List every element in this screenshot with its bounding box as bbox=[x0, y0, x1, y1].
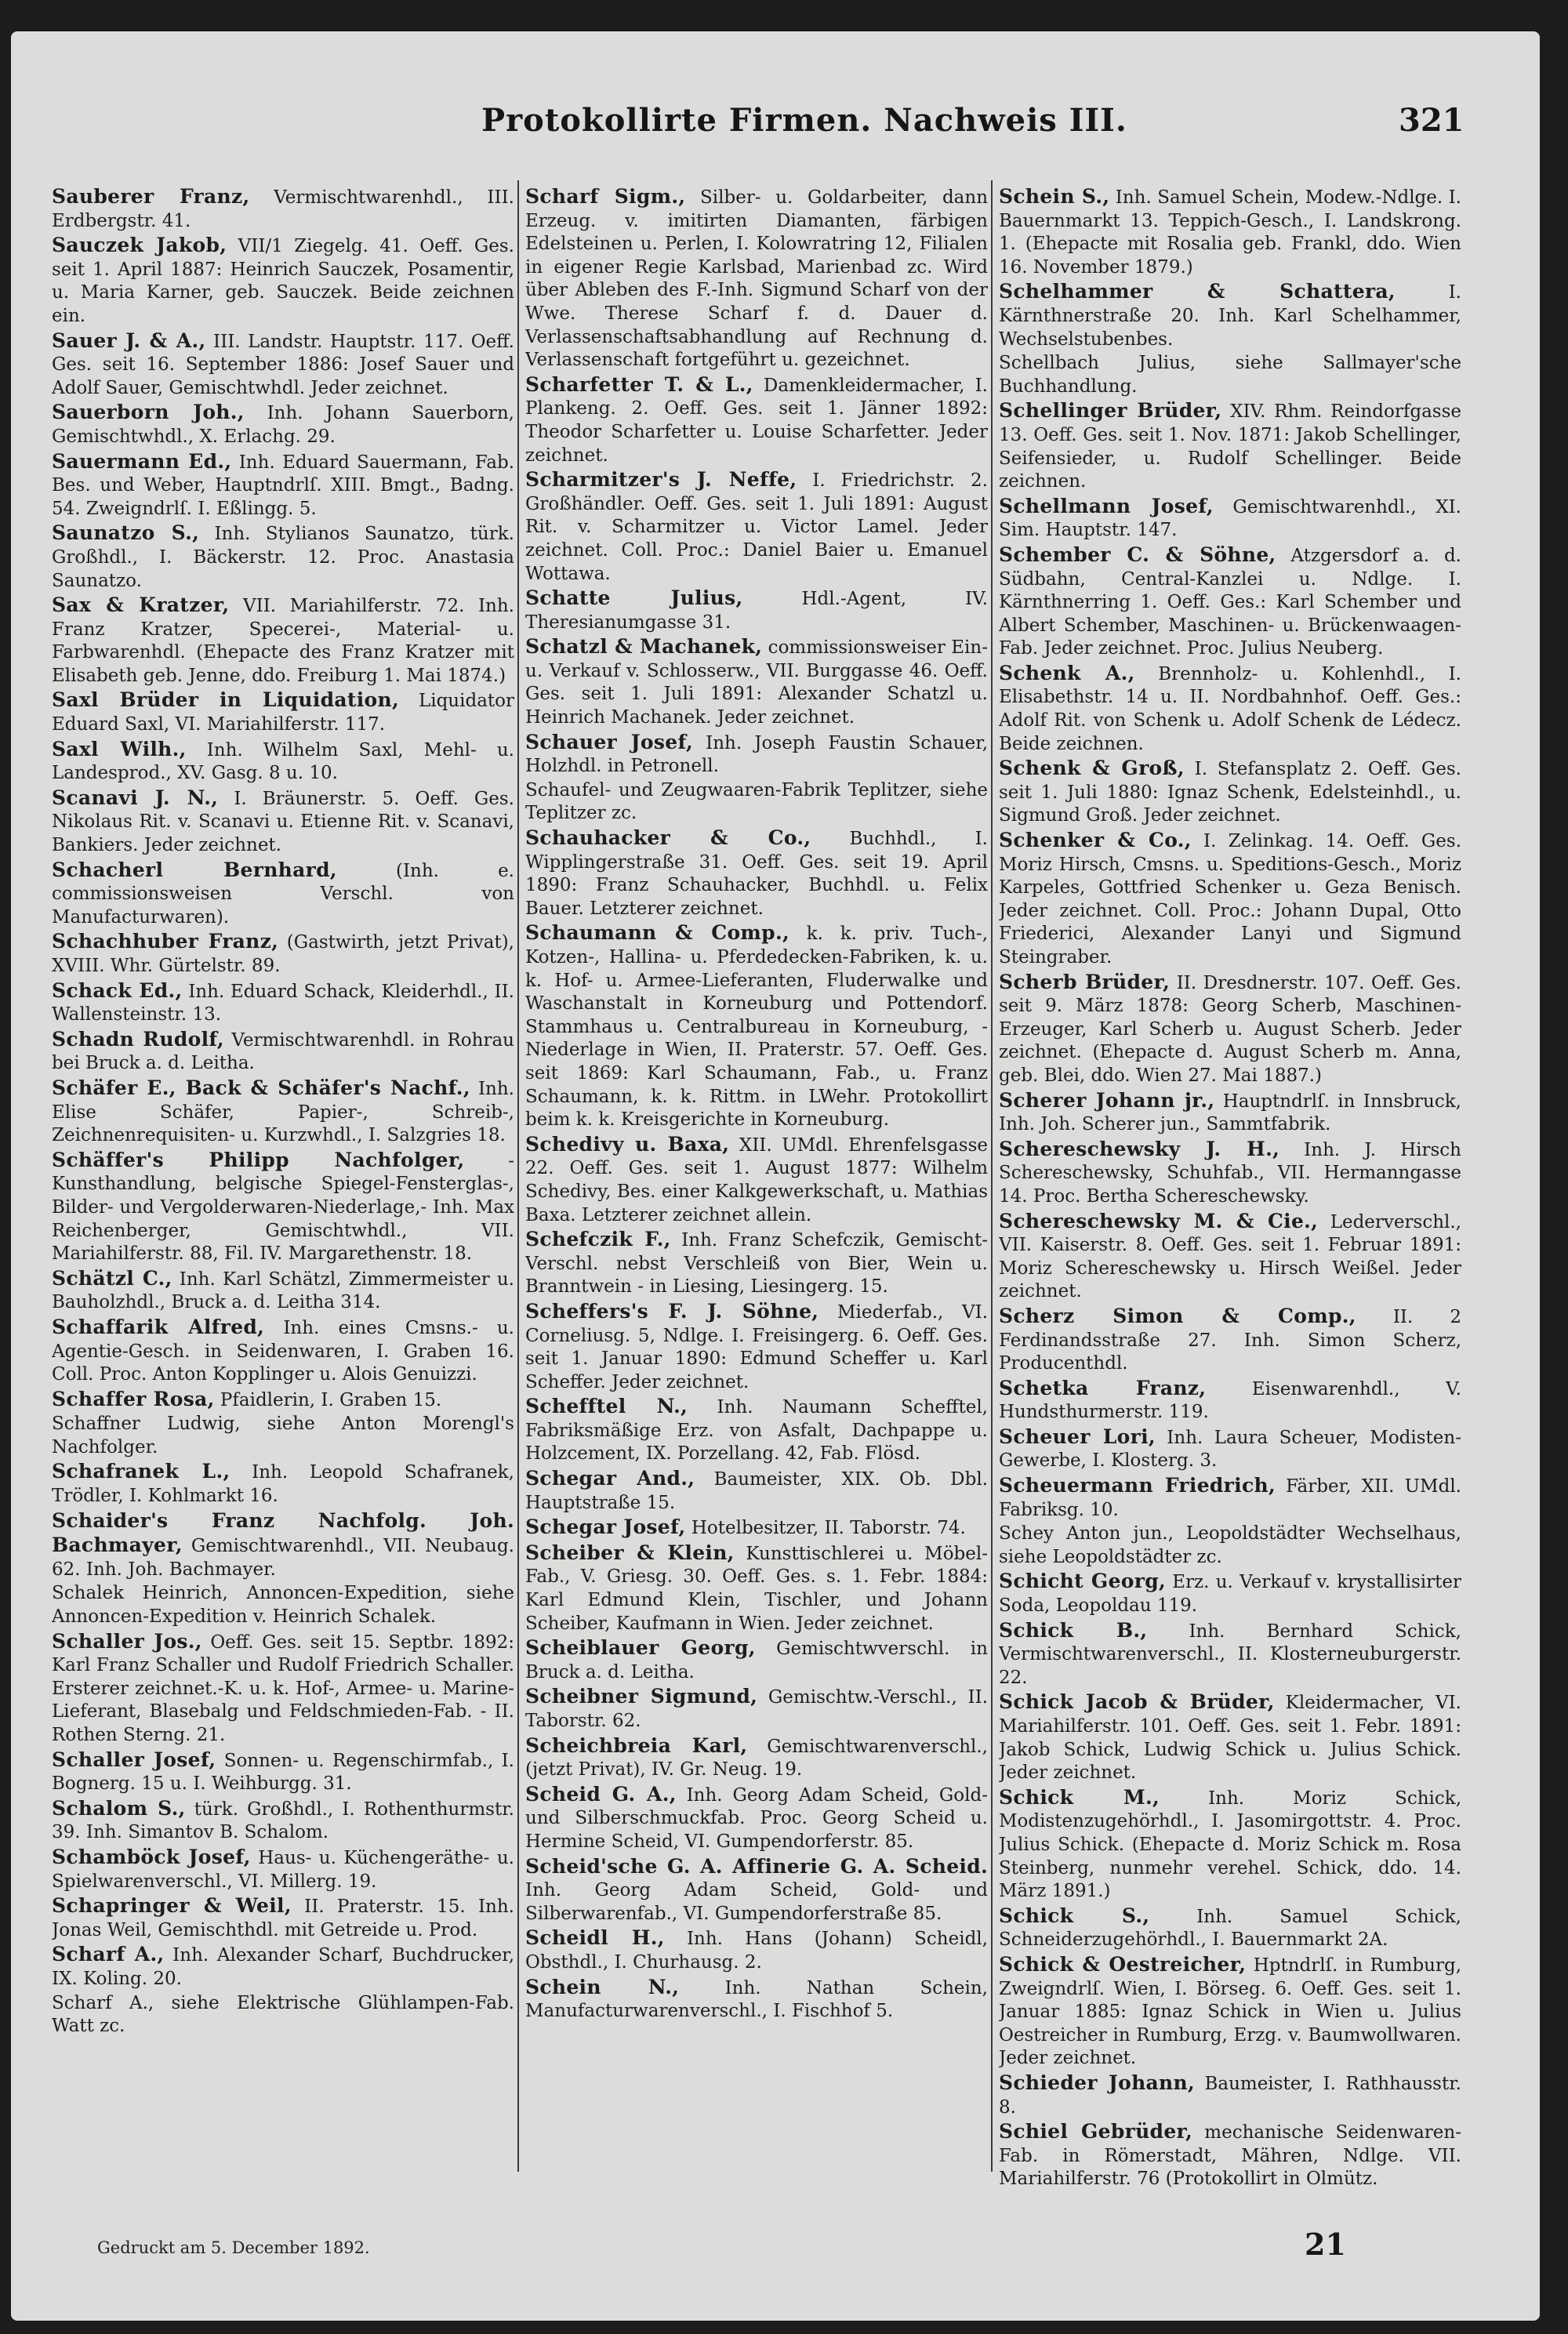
firm-name: Schick S., bbox=[999, 1904, 1150, 1927]
firm-name: Schick B., bbox=[999, 1618, 1148, 1642]
directory-entry bbox=[525, 1133, 988, 1227]
firm-name: Sauberer Franz, bbox=[52, 185, 250, 208]
directory-entry bbox=[52, 1894, 514, 1942]
firm-name: Schein N., bbox=[525, 1975, 680, 1998]
firm-details: Inh. Georg Adam Scheid, Gold- und Silberschmuckfab. Proc. Georg Scheid u. Hermine Scheid, VI. Gumpendorferstr. 85. bbox=[525, 1784, 988, 1852]
directory-entry bbox=[52, 1316, 514, 1387]
directory-entry bbox=[525, 1228, 988, 1299]
firm-details: XII. UMdl. Ehrenfelsgasse 22. Oeff. Ges. seit 1. August 1877: Wilhelm Schedivy, Bes. einer Kalkgewerkschaft, u. Mathias Baxa. Letzterer zeichnet allein. bbox=[525, 1134, 988, 1225]
firm-name: Schedivy u. Baxa, bbox=[525, 1132, 730, 1156]
directory-entry bbox=[525, 1515, 988, 1541]
directory-entry bbox=[999, 757, 1461, 828]
firm-details: II. Praterstr. 15. Inh. Jonas Weil, Gemischthdl. mit Getreide u. Prod. bbox=[52, 1897, 514, 1940]
directory-entry bbox=[525, 1926, 988, 1974]
firm-details: Inh. Moriz Schick, Modistenzugehörhdl., I. Jasomirgottstr. 4. Proc. Julius Schick. (Ehepacte d. Moriz Schick m. Rosa Steinberg, nunmehr verehel. Schick, ddo. 14. März 1891.) bbox=[999, 1788, 1461, 1902]
column-right bbox=[999, 185, 1461, 2192]
directory-entry bbox=[525, 1855, 988, 1926]
firm-name: Schacherl Bernhard, bbox=[52, 858, 337, 881]
firm-name: Scherb Brüder, bbox=[999, 970, 1171, 993]
directory-entry bbox=[52, 979, 514, 1027]
directory-entry bbox=[999, 1377, 1461, 1425]
firm-details: I. Bräunerstr. 5. Oeff. Ges. Nikolaus Rit. v. Scanavi u. Etienne Rit. v. Scanavi, Bankiers. Jeder zeichnet. bbox=[52, 788, 514, 856]
directory-entry bbox=[52, 1846, 514, 1893]
firm-details: II. 2 Ferdinandsstraße 27. Inh. Simon Scherz, Producenthdl. bbox=[999, 1306, 1461, 1374]
firm-name: Schack Ed., bbox=[52, 978, 183, 1002]
directory-entry bbox=[999, 1570, 1461, 1617]
firm-details: Eisenwarenhdl., V. Hundsthurmerstr. 119. bbox=[999, 1378, 1461, 1423]
firm-details: Schalek Heinrich, Annoncen-Expedition, siehe Annoncen-Expedition v. Heinrich Schalek. bbox=[52, 1583, 514, 1628]
firm-name: Schereschewsky J. H., bbox=[999, 1137, 1280, 1160]
firm-name: Schafranek L., bbox=[52, 1460, 230, 1483]
firm-name: Schegar Josef, bbox=[525, 1515, 686, 1539]
firm-name: Schember C. & Söhne, bbox=[999, 543, 1276, 566]
firm-name: Sauerborn Joh., bbox=[52, 401, 245, 424]
firm-details: VII/1 Ziegelg. 41. Oeff. Ges. seit 1. April 1887: Heinrich Sauczek, Posamentir, u. Maria Karner, geb. Sauczek. Beide zeichnen ein. bbox=[52, 236, 514, 326]
firm-name: Scheichbreia Karl, bbox=[525, 1733, 748, 1757]
sheet-number: 21 bbox=[1305, 2227, 1346, 2262]
firm-name: Scherz Simon & Comp., bbox=[999, 1304, 1356, 1327]
firm-name: Schieder Johann, bbox=[999, 2071, 1195, 2094]
firm-details: Gemischtw.-Verschl., II. Taborstr. 62. bbox=[525, 1687, 988, 1731]
firm-details: Vermischtwarenhdl., III. Erdbergstr. 41. bbox=[52, 187, 514, 231]
directory-entry bbox=[52, 786, 514, 858]
firm-details: I. Friedrichstr. 2. Großhändler. Oeff. Ges. seit 1. Juli 1891: August Rit. v. Scharmitzer u. Victor Lamel. Jeder zeichnet. Coll. Proc.: Daniel Baier u. Emanuel Wottawa. bbox=[525, 470, 988, 584]
firm-details: Oeff. Ges. seit 15. Septbr. 1892: Karl Franz Schaller und Rudolf Friedrich Schaller. Ersterer zeichnet.-K. u. k. Hof-, Armee- u. Marine-Lieferant, Blasebalg und Feldschmieden-Fab. - II. Rothen Sterng. 21. bbox=[52, 1632, 514, 1745]
firm-name: Schelhammer & Schattera, bbox=[999, 280, 1396, 303]
directory-entry bbox=[525, 1685, 988, 1733]
directory-entry bbox=[525, 1395, 988, 1466]
column-rule bbox=[991, 180, 993, 2172]
firm-details: mechanische Seidenwaren-Fab. in Römerstadt, Mähren, Ndlge. VII. Mariahilferstr. 76 (Protokollirt in Olmütz. bbox=[999, 2122, 1461, 2190]
directory-entry bbox=[52, 185, 514, 233]
column-left bbox=[52, 185, 514, 2192]
firm-name: Schellinger Brüder, bbox=[999, 399, 1222, 423]
firm-name: Schereschewsky M. & Cie., bbox=[999, 1209, 1319, 1232]
directory-entry bbox=[999, 2120, 1461, 2191]
firm-details: Färber, XII. UMdl. Fabriksg. 10. bbox=[999, 1476, 1461, 1520]
page-number: 321 bbox=[1399, 102, 1465, 139]
directory-entry bbox=[52, 593, 514, 688]
firm-details: Inh. Elise Schäfer, Papier-, Schreib-, Zeichnenrequisiten- u. Kurzwhdl., I. Salzgries 18. bbox=[52, 1078, 514, 1146]
directory-entry bbox=[52, 450, 514, 521]
directory-entry bbox=[52, 1797, 514, 1845]
directory-entry bbox=[999, 399, 1461, 493]
firm-details: VII. Mariahilferstr. 72. Inh. Franz Kratzer, Specerei-, Material- u. Farbwarenhdl. (Ehepacte des Franz Kratzer mit Elisabeth geb. Jenne, ddo. Freiburg 1. Mai 1874.) bbox=[52, 596, 514, 686]
firm-details: Schellbach Julius, siehe Sallmayer'sche Buchhandlung. bbox=[999, 353, 1461, 397]
firm-name: Schaumann & Comp., bbox=[525, 921, 789, 945]
firm-details: III. Landstr. Hauptstr. 117. Oeff. Ges. seit 16. September 1886: Josef Sauer und Adolf Sauer, Gemischtwhdl. Jeder zeichnet. bbox=[52, 331, 514, 398]
firm-details: Inh. Hans (Johann) Scheidl, Obsthdl., I. Churhausg. 2. bbox=[525, 1929, 988, 1973]
directory-entry bbox=[52, 1028, 514, 1076]
print-date: Gedruckt am 5. December 1892. bbox=[97, 2238, 370, 2257]
firm-name: Schick Jacob & Brüder, bbox=[999, 1690, 1275, 1714]
firm-details: türk. Großhdl., I. Rothenthurmstr. 39. Inh. Simantov B. Schalom. bbox=[52, 1799, 514, 1843]
firm-details: Gemischtwarenhdl., XI. Sim. Hauptstr. 147. bbox=[999, 496, 1461, 541]
firm-details: Inh. J. Hirsch Schereschewsky, Schuhfab., VII. Hermanngasse 14. Proc. Bertha Schereschewsky. bbox=[999, 1139, 1461, 1207]
firm-details: (Gastwirth, jetzt Privat), XVIII. Whr. Gürtelstr. 89. bbox=[52, 932, 514, 976]
firm-details: II. Dresdnerstr. 107. Oeff. Ges. seit 9. März 1878: Georg Scherb, Maschinen-Erzeuger, Karl Scherb u. August Scherb. Jeder zeichnet. (Ehepacte d. August Scherb m. Anna, geb. Blei, ddo. Wien 27. Mai 1887.) bbox=[999, 972, 1461, 1086]
column-rule bbox=[517, 180, 519, 2172]
firm-details: Erz. u. Verkauf v. krystallisirter Soda, Leopoldau 119. bbox=[999, 1572, 1461, 1617]
firm-details: Hptndrlſ. in Rumburg, Zweigndrlſ. Wien, I. Börseg. 6. Oeff. Ges. seit 1. Januar 1885: Ignaz Schick in Wien u. Julius Oestreicher in Rumburg, Erzg. v. Baumwollwaren. Jeder zeichnet. bbox=[999, 1955, 1461, 2069]
firm-details: Inh. Eduard Sauermann, Fab. Bes. und Weber, Hauptndrlſ. XIII. Bmgt., Badng. 54. Zweigndrlſ. I. Eßlingg. 5. bbox=[52, 452, 514, 519]
directory-entry bbox=[52, 1460, 514, 1508]
firm-details: Damenkleidermacher, I. Plankeng. 2. Oeff. Ges. seit 1. Jänner 1892: Theodor Scharfetter u. Louise Scharfetter. Jeder zeichnet. bbox=[525, 375, 988, 466]
firm-name: Scheuer Lori, bbox=[999, 1425, 1156, 1448]
firm-name: Scheid'sche G. A. Affinerie G. A. Scheid. bbox=[525, 1854, 988, 1878]
directory-entry bbox=[52, 1149, 514, 1266]
directory-entry bbox=[999, 1305, 1461, 1376]
directory-entry bbox=[999, 1904, 1461, 1952]
firm-name: Schenk & Groß, bbox=[999, 757, 1185, 780]
running-title: Protokollirte Firmen. Nachweis III. bbox=[481, 102, 1127, 139]
firm-details: Baumeister, XIX. Ob. Dbl. Hauptstraße 15. bbox=[525, 1469, 988, 1513]
firm-details: Brennholz- u. Kohlenhdl., I. Elisabethstr. 14 u. II. Nordbahnhof. Oeff. Ges.: Adolf Rit. von Schenk u. Adolf Schenk de Lédecz. Beide zeichnen. bbox=[999, 663, 1461, 754]
firm-details: Sonnen- u. Regenschirmfab., I. Bognerg. 15 u. I. Weihburgg. 31. bbox=[52, 1750, 514, 1795]
directory-entry bbox=[525, 185, 988, 372]
firm-name: Schäffer's Philipp Nachfolger, bbox=[52, 1148, 465, 1171]
firm-details: Inh. Joseph Faustin Schauer, Holzhdl. in Petronell. bbox=[525, 732, 988, 777]
firm-details: I. Stefansplatz 2. Oeff. Ges. seit 1. Juli 1880: Ignaz Schenk, Edelsteinhdl., u. Sigmund Groß. Jeder zeichnet. bbox=[999, 759, 1461, 826]
firm-details: Inh. Laura Scheuer, Modisten-Gewerbe, I. Klosterg. 3. bbox=[999, 1427, 1461, 1472]
firm-name: Schauhacker & Co., bbox=[525, 826, 811, 850]
firm-details: Lederverschl., VII. Kaiserstr. 8. Oeff. Ges. seit 1. Februar 1891: Moriz Schereschewsky u. Hirsch Weißel. Jeder zeichnet. bbox=[999, 1211, 1461, 1302]
directory-entry bbox=[525, 731, 988, 779]
firm-name: Schick & Oestreicher, bbox=[999, 1952, 1247, 1976]
firm-details: Baumeister, I. Rathhausstr. 8. bbox=[999, 2073, 1461, 2118]
firm-name: Saxl Brüder in Liquidation, bbox=[52, 688, 399, 712]
directory-entry bbox=[999, 280, 1461, 351]
directory-entry bbox=[52, 930, 514, 978]
directory-entry bbox=[525, 1976, 988, 2024]
firm-name: Schapringer & Weil, bbox=[52, 1894, 292, 1918]
firm-details: Haus- u. Küchengeräthe- u. Spielwarenverschl., VI. Millerg. 19. bbox=[52, 1847, 514, 1892]
directory-entry bbox=[999, 1425, 1461, 1473]
firm-name: Scharf Sigm., bbox=[525, 185, 686, 208]
firm-details: Hauptndrlſ. in Innsbruck, Inh. Joh. Scherer jun., Sammtfabrik. bbox=[999, 1091, 1461, 1135]
directory-entry bbox=[52, 738, 514, 786]
directory-entry bbox=[999, 2071, 1461, 2119]
column-middle bbox=[525, 185, 988, 2192]
firm-details: Inh. Franz Schefczik, Gemischt-Verschl. nebst Verschleiß von Bier, Wein u. Branntwein - in Liesing, Liesingerg. 15. bbox=[525, 1230, 988, 1298]
firm-details: Atzgersdorf a. d. Südbahn, Central-Kanzlei u. Ndlge. I. Kärnthnerring 1. Oeff. Ges.: Karl Schember und Albert Schember, Maschinen- u. Brückenwaagen-Fab. Jeder zeichnet. Proc. Julius Neuberg. bbox=[999, 545, 1461, 659]
directory-entry bbox=[999, 1953, 1461, 2071]
firm-name: Schick M., bbox=[999, 1785, 1160, 1809]
directory-entry bbox=[52, 1388, 514, 1413]
directory-entry bbox=[999, 1210, 1461, 1304]
firm-details: Schaffner Ludwig, siehe Anton Morengl's Nachfolger. bbox=[52, 1414, 514, 1457]
firm-name: Scharfetter T. & L., bbox=[525, 372, 753, 396]
directory-entry bbox=[525, 1541, 988, 1635]
directory-entry bbox=[52, 1267, 514, 1315]
firm-name: Scheidl H., bbox=[525, 1926, 665, 1950]
firm-name: Scherer Johann jr., bbox=[999, 1088, 1215, 1112]
firm-name: Scharf A., bbox=[52, 1943, 165, 1966]
firm-details: Inh. Eduard Schack, Kleiderhdl., II. Wallensteinstr. 13. bbox=[52, 981, 514, 1025]
firm-name: Schiel Gebrüder, bbox=[999, 2120, 1193, 2143]
firm-name: Schaller Josef, bbox=[52, 1748, 216, 1771]
firm-name: Schenk A., bbox=[999, 661, 1135, 684]
firm-details: Inh. Georg Adam Scheid, Gold- und Silberwarenfab., VI. Gumpendorferstraße 85. bbox=[525, 1880, 988, 1924]
firm-name: Sauermann Ed., bbox=[52, 449, 232, 473]
firm-details: Schey Anton jun., Leopoldstädter Wechselhaus, siehe Leopoldstädter zc. bbox=[999, 1523, 1461, 1567]
firm-name: Sax & Kratzer, bbox=[52, 593, 230, 617]
firm-name: Schauer Josef, bbox=[525, 730, 694, 753]
firm-name: Schicht Georg, bbox=[999, 1570, 1167, 1593]
firm-details: XIV. Rhm. Reindorfgasse 13. Oeff. Ges. seit 1. Nov. 1871: Jakob Schellinger, Seifensieder, u. Rudolf Schellinger. Beide zeichnen. bbox=[999, 401, 1461, 492]
directory-entry bbox=[525, 1734, 988, 1782]
directory-entry bbox=[525, 1467, 988, 1515]
directory-entry bbox=[52, 1076, 514, 1148]
directory-entry bbox=[999, 1523, 1461, 1569]
firm-details: Inh. Stylianos Saunatzo, türk. Großhdl., I. Bäckerstr. 12. Proc. Anastasia Saunatzo. bbox=[52, 524, 514, 591]
firm-name: Schellmann Josef, bbox=[999, 494, 1214, 517]
firm-name: Schachhuber Franz, bbox=[52, 930, 279, 953]
firm-details: k. k. priv. Tuch-, Kotzen-, Hallina- u. Pferdedecken-Fabriken, k. u. k. Hof- u. Armee-Lieferanten, Fluderwalke und Waschanstalt in Korneuburg und Pottendorf. Stammhaus u. Centralbureau in Korneuburg, - Niederlage in Wien, II. Praterstr. 57. Oeff. Ges. seit 1869: Karl Schaumann, Fab., u. Franz Schaumann, k. k. Rittm. in LWehr. Protokollirt beim k. k. Kreisgerichte in Korneuburg. bbox=[525, 924, 988, 1131]
firm-name: Schamböck Josef, bbox=[52, 1845, 251, 1868]
firm-details: Inh. Naumann Schefftel, Fabriksmäßige Erz. von Asfalt, Dachpappe u. Holzcement, IX. Porzellang. 42, Fab. Flösd. bbox=[525, 1397, 988, 1465]
firm-name: Schaffer Rosa, bbox=[52, 1387, 215, 1410]
directory-entry bbox=[525, 1300, 988, 1394]
firm-name: Schegar And., bbox=[525, 1467, 695, 1490]
firm-name: Scheibner Sigmund, bbox=[525, 1685, 758, 1708]
firm-name: Schaller Jos., bbox=[52, 1629, 202, 1653]
firm-details: Inh. Wilhelm Saxl, Mehl- u. Landesprod., XV. Gasg. 8 u. 10. bbox=[52, 739, 514, 784]
firm-details: Gemischtwverschl. in Bruck a. d. Leitha. bbox=[525, 1639, 988, 1682]
firm-name: Schetka Franz, bbox=[999, 1376, 1207, 1399]
directory-entry bbox=[52, 1582, 514, 1628]
firm-details: Inh. Leopold Schafranek, Trödler, I. Kohlmarkt 16. bbox=[52, 1462, 514, 1507]
firm-details: I. Zelinkag. 14. Oeff. Ges. Moriz Hirsch, Cmsns. u. Speditions-Gesch., Moriz Karpeles, Gottfried Schenker u. Geza Benisch. Jeder zeichnet. Coll. Proc.: Johann Dupal, Otto Friederici, Alexander Lanyi und Sigmund Steingraber. bbox=[999, 831, 1461, 967]
directory-entry bbox=[52, 401, 514, 448]
directory-entry bbox=[999, 1474, 1461, 1522]
firm-details: Hdl.-Agent, IV. Theresianumgasse 31. bbox=[525, 589, 988, 633]
firm-details: Vermischtwarenhdl. in Rohrau bei Bruck a. d. Leitha. bbox=[52, 1029, 514, 1074]
firm-name: Schatte Julius, bbox=[525, 586, 743, 610]
firm-details: Gemischtwarenhdl., VII. Neubaug. 62. Inh. Joh. Bachmayer. bbox=[52, 1536, 514, 1580]
firm-name: Schadn Rudolf, bbox=[52, 1027, 224, 1051]
firm-details: I. Kärnthnerstraße 20. Inh. Karl Schelhammer, Wechselstubenbes. bbox=[999, 282, 1461, 350]
directory-entry bbox=[999, 1138, 1461, 1209]
firm-details: Hotelbesitzer, II. Taborstr. 74. bbox=[685, 1518, 966, 1539]
firm-details: commissionsweiser Ein- u. Verkauf v. Schlosserw., VII. Burggasse 46. Oeff. Ges. seit 1. Juli 1891: Alexander Schatzl u. Heinrich Machanek. Jeder zeichnet. bbox=[525, 637, 988, 728]
firm-name: Scheid G. A., bbox=[525, 1782, 677, 1806]
page bbox=[11, 31, 1540, 2321]
directory-entry bbox=[525, 826, 988, 920]
directory-entry bbox=[999, 352, 1461, 398]
firm-details: Inh. Samuel Schein, Modew.-Ndlge. I. Bauernmarkt 13. Teppich-Gesch., I. Landskrong. 1. (Ehepacte mit Rosalia geb. Frankl, ddo. Wien 16. November 1879.) bbox=[999, 187, 1461, 278]
directory-entry bbox=[525, 586, 988, 634]
firm-details: Silber- u. Goldarbeiter, dann Erzeug. v. imitirten Diamanten, färbigen Edelsteinen u. Perlen, I. Kolowratring 12, Filialen in eigener Regie Karlsbad, Marienbad zc. Wird über Ableben des F.-Inh. Sigmund Scharf von der Wwe. Therese Scharf f. d. Dauer d. Verlassenschaftsabhandlung auf Rechnung d. Verlassenschaft fortgeführt u. gezeichnet. bbox=[525, 187, 988, 371]
firm-details: Inh. Karl Schätzl, Zimmermeister u. Bauholzhdl., Bruck a. d. Leitha 314. bbox=[52, 1269, 514, 1313]
directory-entry bbox=[999, 971, 1461, 1088]
directory-entry bbox=[52, 1413, 514, 1459]
firm-name: Sauer J. & A., bbox=[52, 329, 206, 352]
firm-name: Schenker & Co., bbox=[999, 829, 1192, 852]
firm-name: Saunatzo S., bbox=[52, 521, 200, 545]
firm-name: Scheuermann Friedrich, bbox=[999, 1474, 1276, 1497]
directory-entry bbox=[999, 1619, 1461, 1690]
firm-details: (Inh. e. commissionsweisen Verschl. von Manufacturwaren). bbox=[52, 860, 514, 927]
directory-entry bbox=[999, 662, 1461, 756]
firm-details: Inh. Samuel Schick, Schneiderzugehörhdl., I. Bauernmarkt 2A. bbox=[999, 1906, 1461, 1951]
firm-details: -Kunsthandlung, belgische Spiegel-Fensterglas-, Bilder- und Vergolderwaren-Niederlage,- Inh. Max Reichenberger, Gemischtwhdl., VII. Mariahilferstr. 88, Fil. IV. Margarethenstr. 18. bbox=[52, 1150, 514, 1265]
directory-entry bbox=[999, 829, 1461, 970]
firm-details: Inh. Nathan Schein, Manufacturwarenverschl., I. Fischhof 5. bbox=[525, 1977, 988, 2022]
firm-name: Schefczik F., bbox=[525, 1228, 671, 1251]
firm-details: Kunsttischlerei u. Möbel-Fab., V. Griesg. 30. Oeff. Ges. s. 1. Febr. 1884: Karl Edmund Klein, Tischler, und Johann Scheiber, Kaufmann in Wien. Jeder zeichnet. bbox=[525, 1543, 988, 1634]
firm-name: Scharmitzer's J. Neffe, bbox=[525, 468, 797, 492]
firm-details: Liquidator Eduard Saxl, VI. Mariahilferstr. 117. bbox=[52, 691, 514, 735]
firm-name: Scanavi J. N., bbox=[52, 786, 219, 809]
firm-name: Schaffarik Alfred, bbox=[52, 1315, 265, 1338]
directory-entry bbox=[525, 779, 988, 826]
directory-entry bbox=[52, 1748, 514, 1796]
firm-name: Schatzl & Machanek, bbox=[525, 635, 763, 659]
firm-details: Gemischtwarenverschl., (jetzt Privat), IV. Gr. Neug. 19. bbox=[525, 1736, 988, 1780]
firm-name: Schein S., bbox=[999, 185, 1110, 208]
firm-name: Scheffers's F. J. Söhne, bbox=[525, 1299, 819, 1323]
firm-details: Inh. Johann Sauerborn, Gemischtwhdl., X. Erlachg. 29. bbox=[52, 403, 514, 447]
directory-entry bbox=[999, 1089, 1461, 1137]
firm-details: Inh. Bernhard Schick, Vermischtwarenverschl., II. Klosterneuburgerstr. 22. bbox=[999, 1621, 1461, 1688]
directory-entry bbox=[525, 921, 988, 1131]
firm-name: Schalom S., bbox=[52, 1796, 186, 1820]
firm-details: Inh. eines Cmsns.- u. Agentie-Gesch. in Seidenwaren, I. Graben 16. Coll. Proc. Anton Kopplinger u. Alois Genuizzi. bbox=[52, 1317, 514, 1385]
directory-entry bbox=[52, 1992, 514, 2038]
firm-name: Saxl Wilh., bbox=[52, 737, 187, 760]
directory-entry bbox=[999, 1690, 1461, 1784]
directory-entry bbox=[525, 635, 988, 729]
directory-entry bbox=[999, 495, 1461, 543]
directory-entry bbox=[52, 1943, 514, 1991]
page-header bbox=[11, 102, 1540, 165]
directory-entry bbox=[52, 329, 514, 401]
firm-name: Scheiblauer Georg, bbox=[525, 1636, 756, 1660]
firm-name: Schaider's Franz Nachfolg. Joh. Bachmayer, bbox=[52, 1508, 514, 1557]
directory-entry bbox=[52, 688, 514, 736]
firm-name: Schätzl C., bbox=[52, 1266, 172, 1290]
directory-entry bbox=[52, 858, 514, 930]
firm-name: Sauczek Jakob, bbox=[52, 234, 227, 257]
directory-entry bbox=[525, 1783, 988, 1854]
firm-name: Schäfer E., Back & Schäfer's Nachf., bbox=[52, 1076, 470, 1099]
firm-details: Miederfab., VI. Corneliusg. 5, Ndlge. I. Freisingerg. 6. Oeff. Ges. seit 1. Januar 1890: Edmund Scheffer u. Karl Scheffer. Jeder zeichnet. bbox=[525, 1301, 988, 1392]
firm-name: Scheiber & Klein, bbox=[525, 1541, 735, 1564]
directory-entry bbox=[525, 468, 988, 586]
firm-details: Schaufel- und Zeugwaaren-Fabrik Teplitzer, siehe Teplitzer zc. bbox=[525, 779, 988, 824]
directory-entry bbox=[999, 543, 1461, 661]
directory-entry bbox=[52, 234, 514, 328]
directory-entry bbox=[52, 521, 514, 593]
firm-details: Inh. Alexander Scharf, Buchdrucker, IX. Koling. 20. bbox=[52, 1945, 514, 1989]
firm-details: Scharf A., siehe Elektrische Glühlampen-Fab. Watt zc. bbox=[52, 1992, 514, 2037]
firm-details: Buchhdl., I. Wipplingerstraße 31. Oeff. Ges. seit 19. April 1890: Franz Schauhacker, Buchhdl. u. Felix Bauer. Letzterer zeichnet. bbox=[525, 829, 988, 919]
firm-details: Kleidermacher, VI. Mariahilferstr. 101. Oeff. Ges. seit 1. Febr. 1891: Jakob Schick, Ludwig Schick u. Julius Schick. Jeder zeichnet. bbox=[999, 1693, 1461, 1784]
firm-details: Pfaidlerin, I. Graben 15. bbox=[214, 1389, 442, 1410]
directory-entry bbox=[999, 185, 1461, 279]
directory-entry bbox=[525, 1636, 988, 1684]
directory-entry bbox=[999, 1786, 1461, 1904]
firm-name: Schefftel N., bbox=[525, 1395, 688, 1418]
directory-entry bbox=[525, 373, 988, 467]
directory-entry bbox=[52, 1630, 514, 1748]
directory-entry bbox=[52, 1509, 514, 1582]
